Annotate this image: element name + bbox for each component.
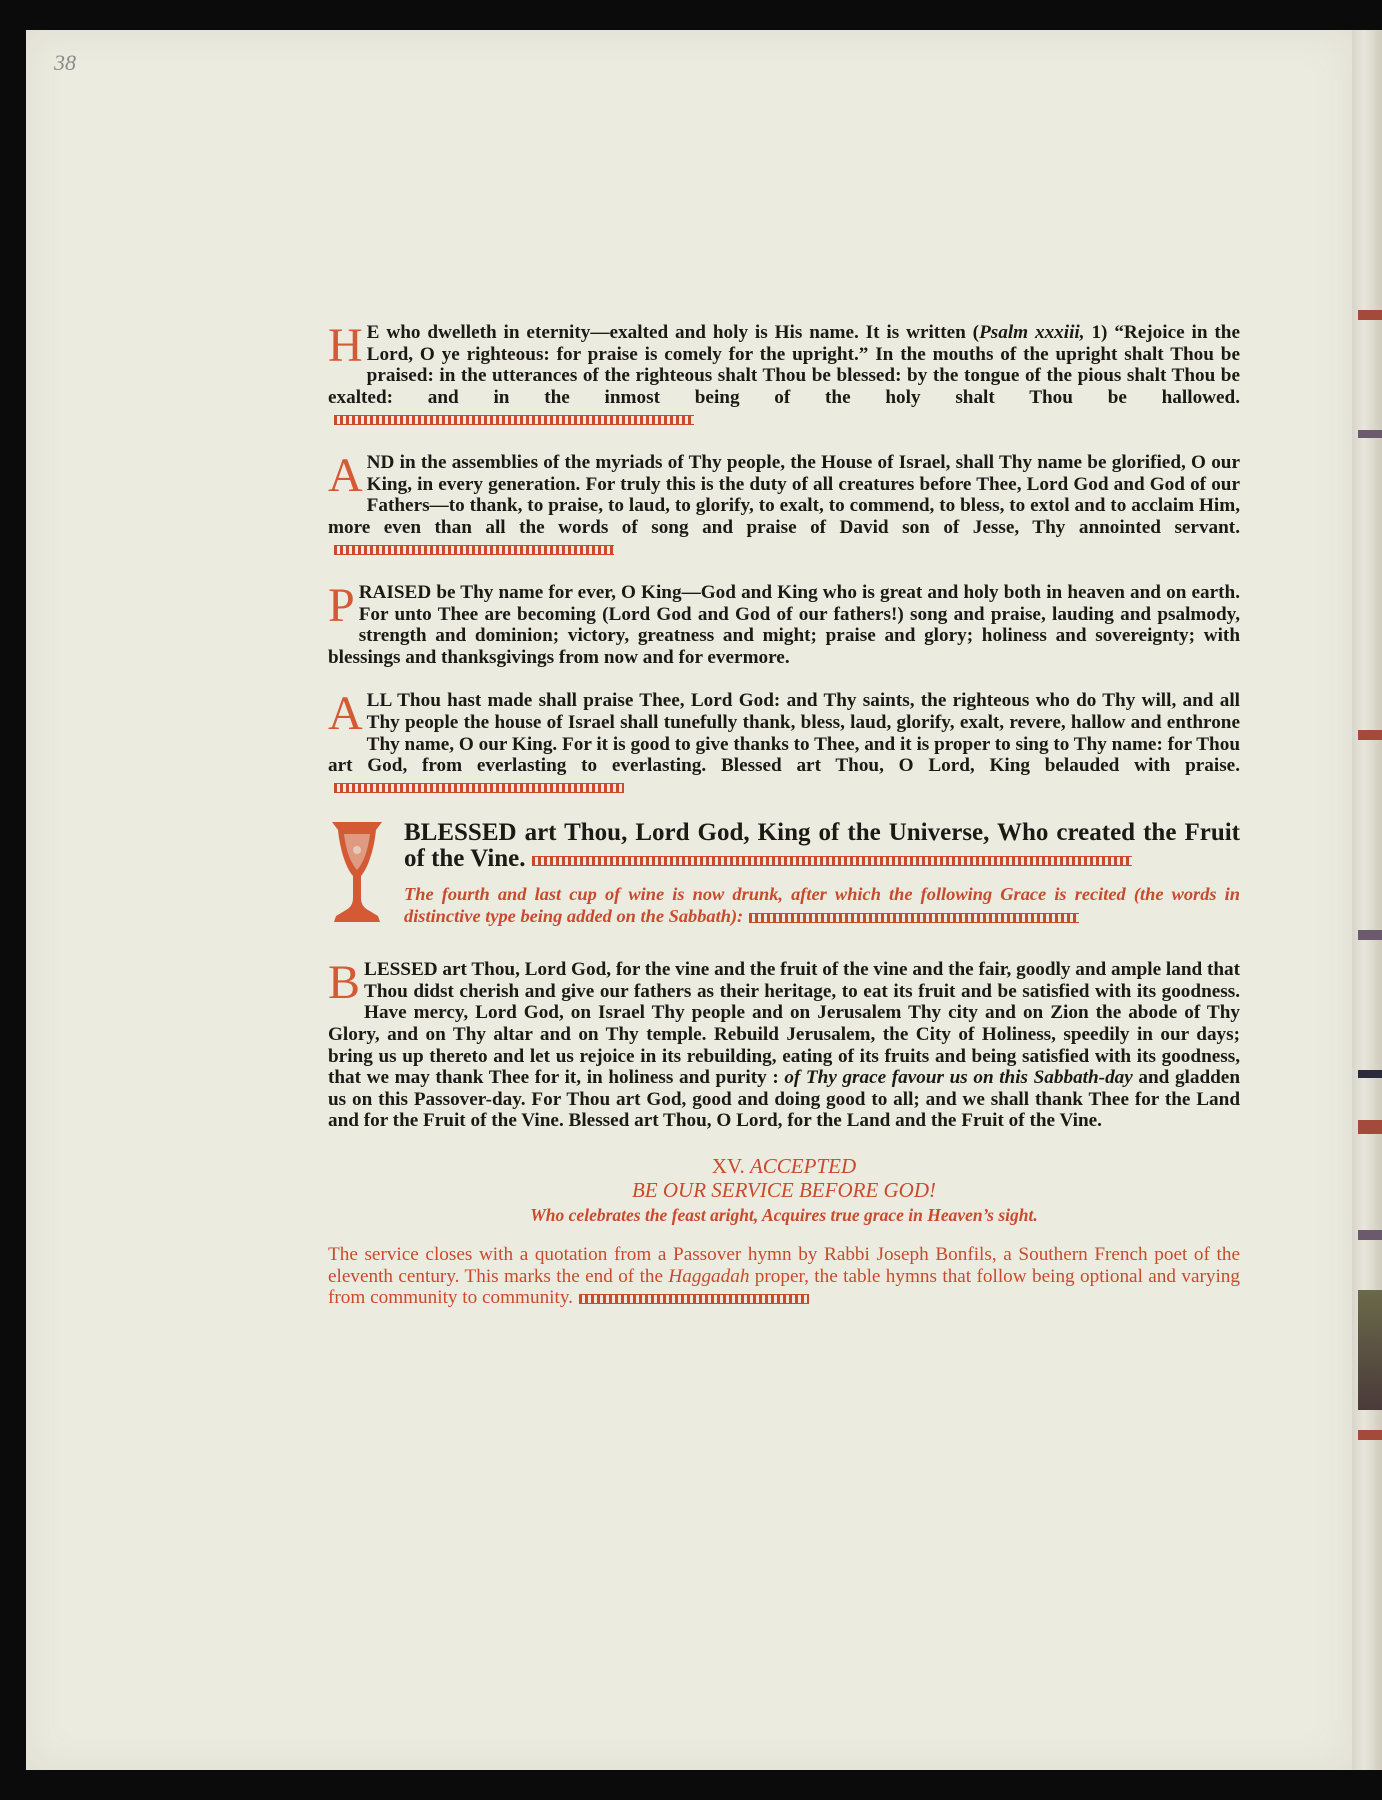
adjacent-page-edge: [1352, 30, 1382, 1770]
ornament-border: [334, 545, 614, 555]
section-heading: [328, 1154, 1240, 1226]
section-number: XV.: [711, 1154, 745, 1179]
closing-note: The service closes with a quotation from a Passover hymn by Rabbi Joseph Bonfils, a Southern French poet of the eleventh century. This marks the end of the Haggadah proper, the table hymns that follow being optional and varying from community to community.: [328, 1244, 1240, 1309]
drop-cap: A: [328, 687, 363, 741]
paragraph-text: RAISED be Thy name for ever, O King—God and King who is great and holy both in heaven and on earth. For unto Thee are becoming (Lord God and God of our fathers!) song and praise, lauding and psalmody, strength and dominion; victory, greatness and might; praise and glory; holiness and sovereignty; with blessings and thanksgivings from now and for evermore.: [328, 581, 1240, 668]
ornament-border: [579, 1294, 809, 1304]
paragraph-text: ND in the assemblies of the myriads of Thy people, the House of Israel, shall Thy name be glorified, O our King, in every generation. For truly this is the duty of all creatures before Thee, Lord God and God of our Fathers—to thank, to praise, to laud, to glorify, to exalt, to commend, to bless, to extol and to acclaim Him, more even than all the words of song and praise of David son of Jesse, Thy annointed servant.: [328, 451, 1240, 538]
book-page: [26, 30, 1352, 1770]
paragraph-he-who-dwelleth: [328, 319, 1240, 430]
paragraph-and-in-the-assemblies: [328, 448, 1240, 560]
ornament-border: [749, 913, 1079, 923]
drop-cap: P: [328, 578, 355, 632]
section-title-line2: BE OUR SERVICE BEFORE GOD!: [631, 1178, 937, 1203]
paragraph-text: 1) “Rejoice in the Lord, O ye righteous: for praise is comely for the upright.” In the mouths of the upright shalt Thou be praised: in the utterances of the righteous shalt Thou be blessed: by the tongue of the pious shalt Thou be exalted: and in the inmost being of the holy shalt Thou be hallowed.: [328, 322, 1240, 408]
section-couplet: Who celebrates the feast aright, Acquires true grace in Heaven’s sight.: [530, 1205, 1038, 1226]
rubric-note: The fourth and last cup of wine is now drunk, after which the following Grace is recited (the words in distinctive type being added on the Sabbath):: [404, 884, 1240, 926]
haggadah-title: Haggadah: [668, 1265, 750, 1287]
section-title-line1: ACCEPTED: [749, 1154, 857, 1179]
ornament-border: [334, 783, 624, 793]
drop-cap: H: [328, 319, 363, 372]
page-number: 38: [54, 50, 76, 75]
paragraph-text: LL Thou hast made shall praise Thee, Lord God: and Thy saints, the righteous who do Thy will, and all Thy people the house of Israel shall tunefully thank, bless, laud, glorify, exalt, revere, hallow and enthrone Thy name, O our King. For it is good to give thanks to Thee, and it is proper to sing to Thy name: for Thou art God, from everlasting to everlasting. Blessed art Thou, O Lord, King belauded with praise.: [328, 690, 1240, 777]
drop-cap: A: [328, 448, 363, 502]
paragraph-text: LESSED art Thou, Lord God, for the vine and the fruit of the vine and the fair, goodly and ample land that Thou didst cherish and give our fathers as their heritage, to eat its fruit and be satisfied with its goodness. Have mercy, Lord God, on Israel Thy people and on Jerusalem Thy city and on Zion the abode of Thy Glory, and on Thy altar and on Thy temple. Rebuild Jerusalem, the City of Holiness, speedily in our days; bring us up thereto and let us rejoice in its rebuilding, eating of its fruits and being satisfied with its goodness, that we may thank Thee for it, in holiness and purity :: [328, 959, 1241, 1089]
paragraph-grace-after-wine: [328, 956, 1241, 1132]
drop-cap: B: [328, 956, 361, 1010]
sabbath-insertion: of Thy grace favour us on this Sabbath-day: [784, 1067, 1133, 1089]
wine-blessing-heading: BLESSED art Thou, Lord God, King of the Universe, Who created the Fruit of the Vine.: [404, 819, 1240, 873]
ornament-border: [334, 415, 694, 425]
wine-blessing: [328, 820, 1240, 927]
wine-cup-icon: [328, 820, 386, 924]
paragraph-praised: [328, 578, 1240, 668]
ornament-border: [532, 856, 1132, 866]
page-text: [328, 319, 1241, 1309]
psalm-citation: Psalm xxxiii,: [979, 322, 1085, 343]
paragraph-all-thou-hast-made: [328, 687, 1240, 798]
paragraph-text: and gladden us on this Passover-day. For Thou art God, good and doing good to all; and we shall thank Thee for the Land and for the Fruit of the Vine. Blessed art Thou, O Lord, for the Land and the Fruit of the Vine.: [328, 1067, 1240, 1132]
paragraph-text: E who dwelleth in eternity—exalted and holy is His name. It is written (: [366, 322, 980, 343]
